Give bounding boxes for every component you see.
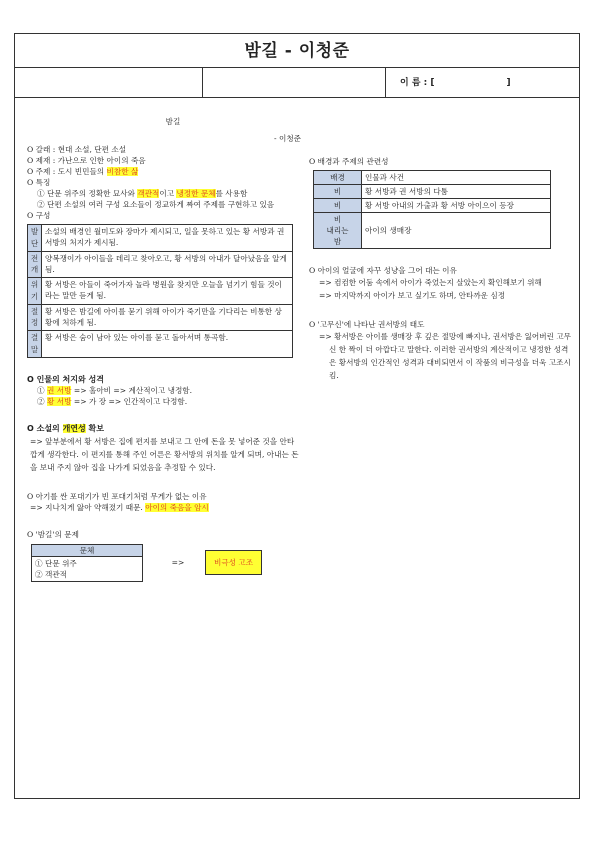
rubber-shoe-text: => 황서방은 아이를 생매장 후 깊은 절망에 빠지나, 권서방은 잃어버린 고무신 한 짝이 더 아깝다고 말한다. 이러한 권서방의 계산적이고 냉정한 성격은 황서방의 인간적인 성격과 대비되면서 이 작품의 비극성을 더욱 고조시킴. (319, 331, 572, 381)
info-cell-blank-1 (15, 68, 203, 97)
character-heading: O 인물의 처지와 성격 (27, 374, 104, 384)
issue-heading: O '밤길'의 문제 (27, 529, 79, 539)
name-close: ] (506, 78, 511, 88)
structure-stage-label: 결 말 (28, 331, 42, 358)
structure-stage-desc: 양복쟁이가 아이들을 데리고 찾아오고, 황 서방의 아내가 달아났음을 알게 됨. (42, 251, 293, 278)
structure-stage-label: 전 개 (28, 251, 42, 278)
background-row (314, 199, 551, 213)
structure-table (27, 224, 293, 358)
character-2: ② 황 서방 => 가 장 => 인간적이고 다정함. (37, 397, 188, 407)
issue-table-head: 문체 (32, 544, 143, 556)
structure-stage-label: 위 기 (28, 278, 42, 305)
probability-highlight: 개연성 (62, 424, 86, 434)
background-value: 황 서방 아내의 가출과 황 서방 아이으이 등장 (362, 199, 551, 213)
genre-line: O 갈래 : 현대 소설, 단편 소설 (27, 145, 127, 154)
issue-item: ② 객관적 (35, 569, 68, 579)
structure-row (28, 225, 293, 252)
background-label: 비 내리는 밤 (314, 213, 362, 249)
bundle-question: O 아기를 싼 포대기가 빈 포대기처럼 무게가 없는 이유 (27, 491, 207, 501)
match-answer-2: => 마지막까지 아이가 보고 싶기도 하며, 안타까운 심정 (319, 291, 506, 301)
issue-table (31, 544, 143, 582)
background-value: 인물과 사건 (362, 171, 551, 185)
background-label: 배경 (314, 171, 362, 185)
structure-heading: O 구성 (27, 211, 51, 220)
title-row (15, 34, 579, 68)
structure-stage-label: 절 정 (28, 304, 42, 331)
structure-stage-desc: 황 서방은 숨이 남아 있는 아이를 묻고 돌아서며 통곡함. (42, 331, 293, 358)
feature-1-highlight-2: 냉정한 문체 (176, 189, 216, 198)
background-value: 아이의 생매장 (362, 213, 551, 249)
background-value: 황 서방과 권 서방의 다툼 (362, 185, 551, 199)
structure-row (28, 304, 293, 331)
doc-title: 밤길 (165, 117, 181, 126)
structure-stage-desc: 황 서방은 아들이 죽어가자 놀라 병원을 찾지만 오늘을 넘기기 힘들 것이라는 말만 듣게 됨. (42, 278, 293, 305)
theme-highlight: 비참한 삶 (106, 167, 139, 176)
structure-row (28, 278, 293, 305)
bundle-answer-highlight: 아이의 죽음을 암시 (145, 502, 209, 512)
structure-row (28, 331, 293, 358)
rubber-shoe-heading: O '고무신'에 나타난 권서방의 태도 (309, 319, 425, 329)
probability-text: => 앞부분에서 황 서방은 집에 편지를 보내고 그 안에 돈을 못 넣어준 것을 안타깝게 생각한다. 이 편지를 통해 주인 어른은 황서방의 위치를 알게 되며, 아내는 돈을 보내 주지 않아 집을 나가게 되었음을 추정할 수 있다. (30, 436, 299, 473)
background-row (314, 171, 551, 185)
character-1-highlight: 권 서방 (47, 386, 72, 396)
background-label: 비 (314, 185, 362, 199)
structure-row (28, 251, 293, 278)
feature-1-highlight-1: 객관적 (137, 189, 160, 198)
bundle-answer: => 지나치게 앓아 약해졌기 때문. 아이의 죽음을 암시 (30, 502, 209, 512)
info-row (15, 68, 579, 98)
feature-heading: O 특징 (27, 178, 51, 187)
name-field[interactable] (386, 68, 579, 97)
issue-diagram (31, 544, 299, 582)
issue-items (32, 556, 143, 581)
info-cell-blank-2 (203, 68, 386, 97)
issue-item: ① 단문 위주 (35, 558, 77, 568)
doc-author: - 이청준 (274, 134, 301, 143)
structure-stage-desc: 황 서방은 밤길에 아이를 묻기 위해 아이가 죽기만을 기다리는 비통한 상황에 처하게 됨. (42, 304, 293, 331)
subject-line: O 제재 : 가난으로 인한 아이의 죽음 (27, 156, 146, 165)
background-row (314, 213, 551, 249)
background-heading: O 배경과 주제의 관련성 (309, 157, 389, 166)
match-answer-1: => 컴컴한 어둠 속에서 아이가 죽었는지 살았는지 확인해보기 위해 (319, 278, 542, 287)
right-column (309, 156, 571, 383)
worksheet-frame (14, 33, 580, 799)
worksheet-title: 밤길 - 이청준 (244, 41, 350, 61)
feature-2: ② 단편 소설의 여러 구성 요소들이 정교하게 짜여 주제를 구현하고 있음 (37, 200, 275, 209)
name-label: 이 름 : [ (400, 78, 435, 88)
issue-result: 비극성 고조 (205, 550, 262, 575)
match-question: O 아이의 얼굴에 자꾸 성냥을 그어 대는 이유 (309, 266, 457, 275)
background-label: 비 (314, 199, 362, 213)
feature-1: ① 단문 위주의 정확한 묘사와 객관적이고 냉정한 문체를 사용함 (37, 189, 248, 198)
structure-stage-label: 발 단 (28, 225, 42, 252)
character-1: ① 권 서방 => 홀아비 => 계산적이고 냉정함. (37, 386, 193, 396)
character-2-highlight: 황 서방 (47, 397, 72, 407)
issue-arrow: => (171, 558, 185, 568)
background-table (313, 170, 551, 249)
structure-stage-desc: 소설의 배경인 월미도와 장마가 제시되고, 일을 못하고 있는 황 서방과 권서방의 처지가 제시됨. (42, 225, 293, 252)
probability-heading: O 소설의 개연성 확보 (27, 424, 104, 434)
theme-line: O 주제 : 도시 빈민들의 비참한 삶 (27, 167, 139, 176)
left-column (27, 108, 299, 582)
worksheet-body (15, 100, 579, 798)
background-row (314, 185, 551, 199)
